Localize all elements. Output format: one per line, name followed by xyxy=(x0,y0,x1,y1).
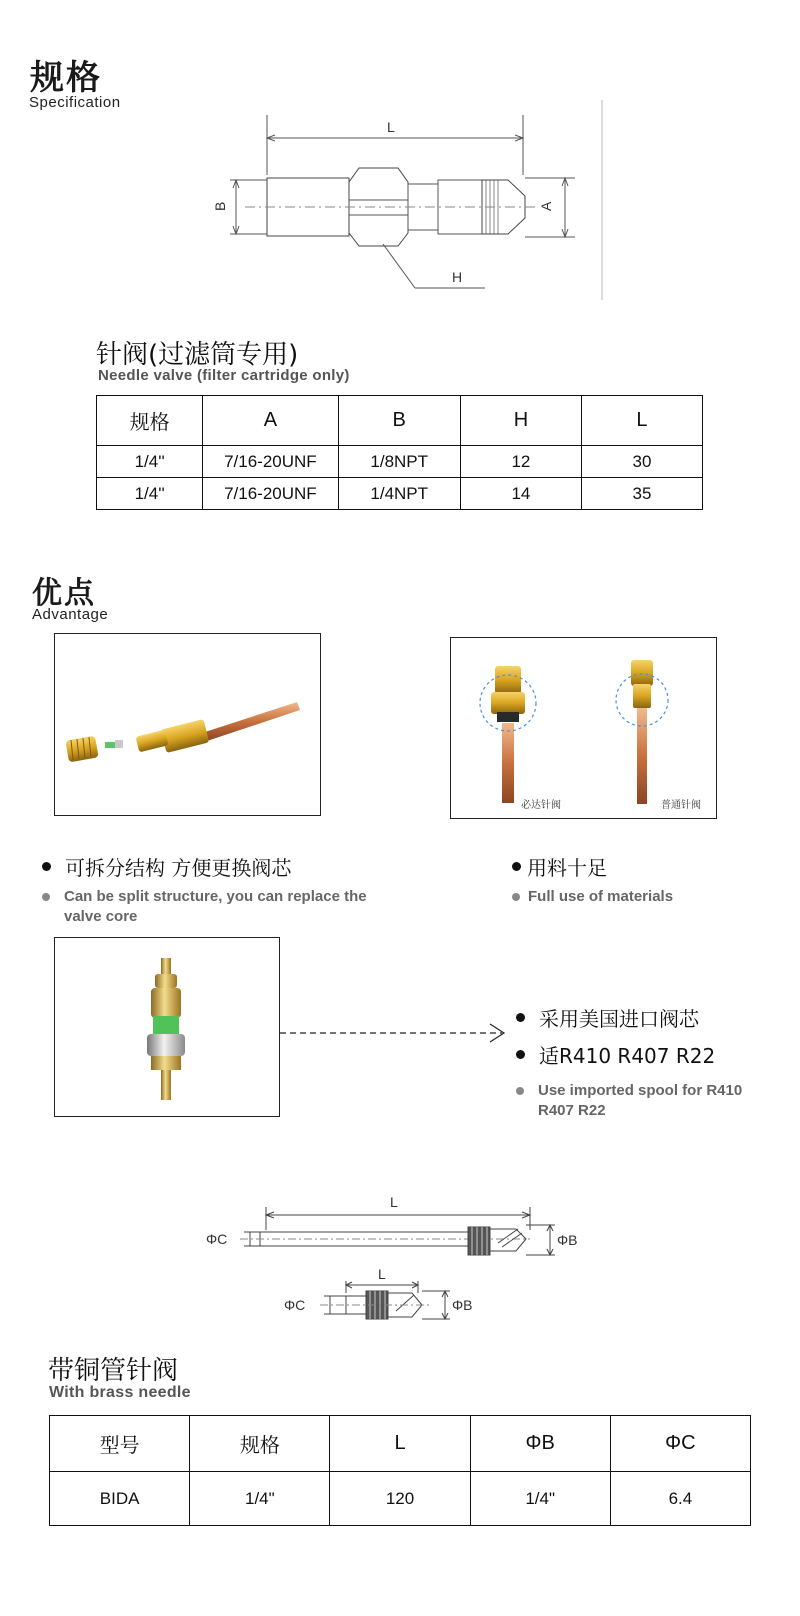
table-cell: 35 xyxy=(581,478,702,510)
table-header-row xyxy=(97,396,703,446)
table-cell: 6.4 xyxy=(610,1472,750,1526)
advantage-title-en: Advantage xyxy=(32,606,109,623)
table-cell: BIDA xyxy=(50,1472,190,1526)
bullet-icon xyxy=(512,893,520,901)
spool-cn-1: 采用美国进口阀芯 xyxy=(539,1007,699,1031)
list-item xyxy=(512,852,772,881)
caption-normal-valve: 普通针阀 xyxy=(661,800,701,811)
table-cell: 1/4" xyxy=(470,1472,610,1526)
col-header: 规格 xyxy=(97,396,203,446)
needle-valve-diagram xyxy=(190,100,620,300)
col-header: 型号 xyxy=(50,1416,190,1472)
dashed-arrow-icon xyxy=(280,1018,510,1048)
bullet-icon xyxy=(42,862,51,871)
table-header-row xyxy=(50,1416,751,1472)
dim-L-label: L xyxy=(378,1266,386,1282)
dim-B-label: B xyxy=(212,201,228,211)
table-cell: 7/16-20UNF xyxy=(203,446,338,478)
needle-valve-title-en: Needle valve (filter cartridge only) xyxy=(98,367,350,384)
advantage-title-cn: 优点 xyxy=(32,576,96,611)
dim-phiC-label: ΦC xyxy=(284,1297,306,1313)
spool-en: Use imported spool for R410 R407 R22 xyxy=(538,1082,743,1119)
table-cell: 1/4" xyxy=(190,1472,330,1526)
dim-phiB-label: ΦB xyxy=(557,1232,578,1248)
spec-title-en: Specification xyxy=(29,94,121,111)
table-cell: 14 xyxy=(460,478,581,510)
col-header: L xyxy=(330,1416,470,1472)
comparison-photo xyxy=(450,637,717,819)
col-header: B xyxy=(338,396,460,446)
bullet-icon xyxy=(516,1013,525,1022)
table-cell: 30 xyxy=(581,446,702,478)
dim-A-label: A xyxy=(538,201,554,211)
brass-needle-title-cn: 带铜管针阀 xyxy=(48,1356,179,1386)
list-item xyxy=(516,1003,786,1032)
col-header: A xyxy=(203,396,338,446)
split-valve-photo xyxy=(54,633,321,816)
bullet-icon xyxy=(42,893,50,901)
list-item xyxy=(42,887,422,927)
table-row xyxy=(97,446,703,478)
materials-bullets xyxy=(512,852,772,907)
needle-valve-title-cn: 针阀(过滤筒专用) xyxy=(96,340,299,370)
valve-core-photo xyxy=(54,937,280,1117)
brass-needle-diagram xyxy=(200,1185,600,1335)
list-item xyxy=(42,852,422,881)
materials-en: Full use of materials xyxy=(528,888,674,905)
brass-needle-title-en: With brass needle xyxy=(49,1384,191,1401)
dim-phiB-label: ΦB xyxy=(452,1297,473,1313)
bullet-icon xyxy=(516,1050,525,1059)
brass-needle-spec-table xyxy=(49,1415,751,1526)
list-item xyxy=(516,1040,786,1069)
list-item xyxy=(512,887,772,907)
table-row xyxy=(50,1472,751,1526)
spec-title-cn: 规格 xyxy=(30,58,102,98)
table-cell: 12 xyxy=(460,446,581,478)
dim-H-label: H xyxy=(452,269,463,285)
bullet-icon xyxy=(512,862,521,871)
col-header: H xyxy=(460,396,581,446)
table-cell: 1/4'' xyxy=(97,446,203,478)
table-cell: 1/8NPT xyxy=(338,446,460,478)
table-row xyxy=(97,478,703,510)
dim-L-label: L xyxy=(390,1194,398,1210)
caption-bida-valve: 必达针阀 xyxy=(521,800,561,811)
col-header: L xyxy=(581,396,702,446)
col-header: 规格 xyxy=(190,1416,330,1472)
split-structure-cn: 可拆分结构 方便更换阀芯 xyxy=(65,856,292,880)
table-cell: 120 xyxy=(330,1472,470,1526)
spool-cn-2: 适R410 R407 R22 xyxy=(539,1044,716,1068)
needle-valve-spec-table xyxy=(96,395,703,510)
materials-cn: 用料十足 xyxy=(527,856,607,880)
dim-phiC-label: ΦC xyxy=(206,1231,228,1247)
bullet-icon xyxy=(516,1087,524,1095)
col-header: ΦC xyxy=(610,1416,750,1472)
table-cell: 1/4NPT xyxy=(338,478,460,510)
split-structure-en: Can be split structure, you can replace the valve core xyxy=(64,888,367,925)
spool-bullets xyxy=(516,1003,786,1121)
list-item xyxy=(516,1081,786,1121)
dim-L-label: L xyxy=(387,119,395,135)
col-header: ΦB xyxy=(470,1416,610,1472)
split-structure-bullets xyxy=(42,852,422,927)
table-cell: 1/4'' xyxy=(97,478,203,510)
table-cell: 7/16-20UNF xyxy=(203,478,338,510)
